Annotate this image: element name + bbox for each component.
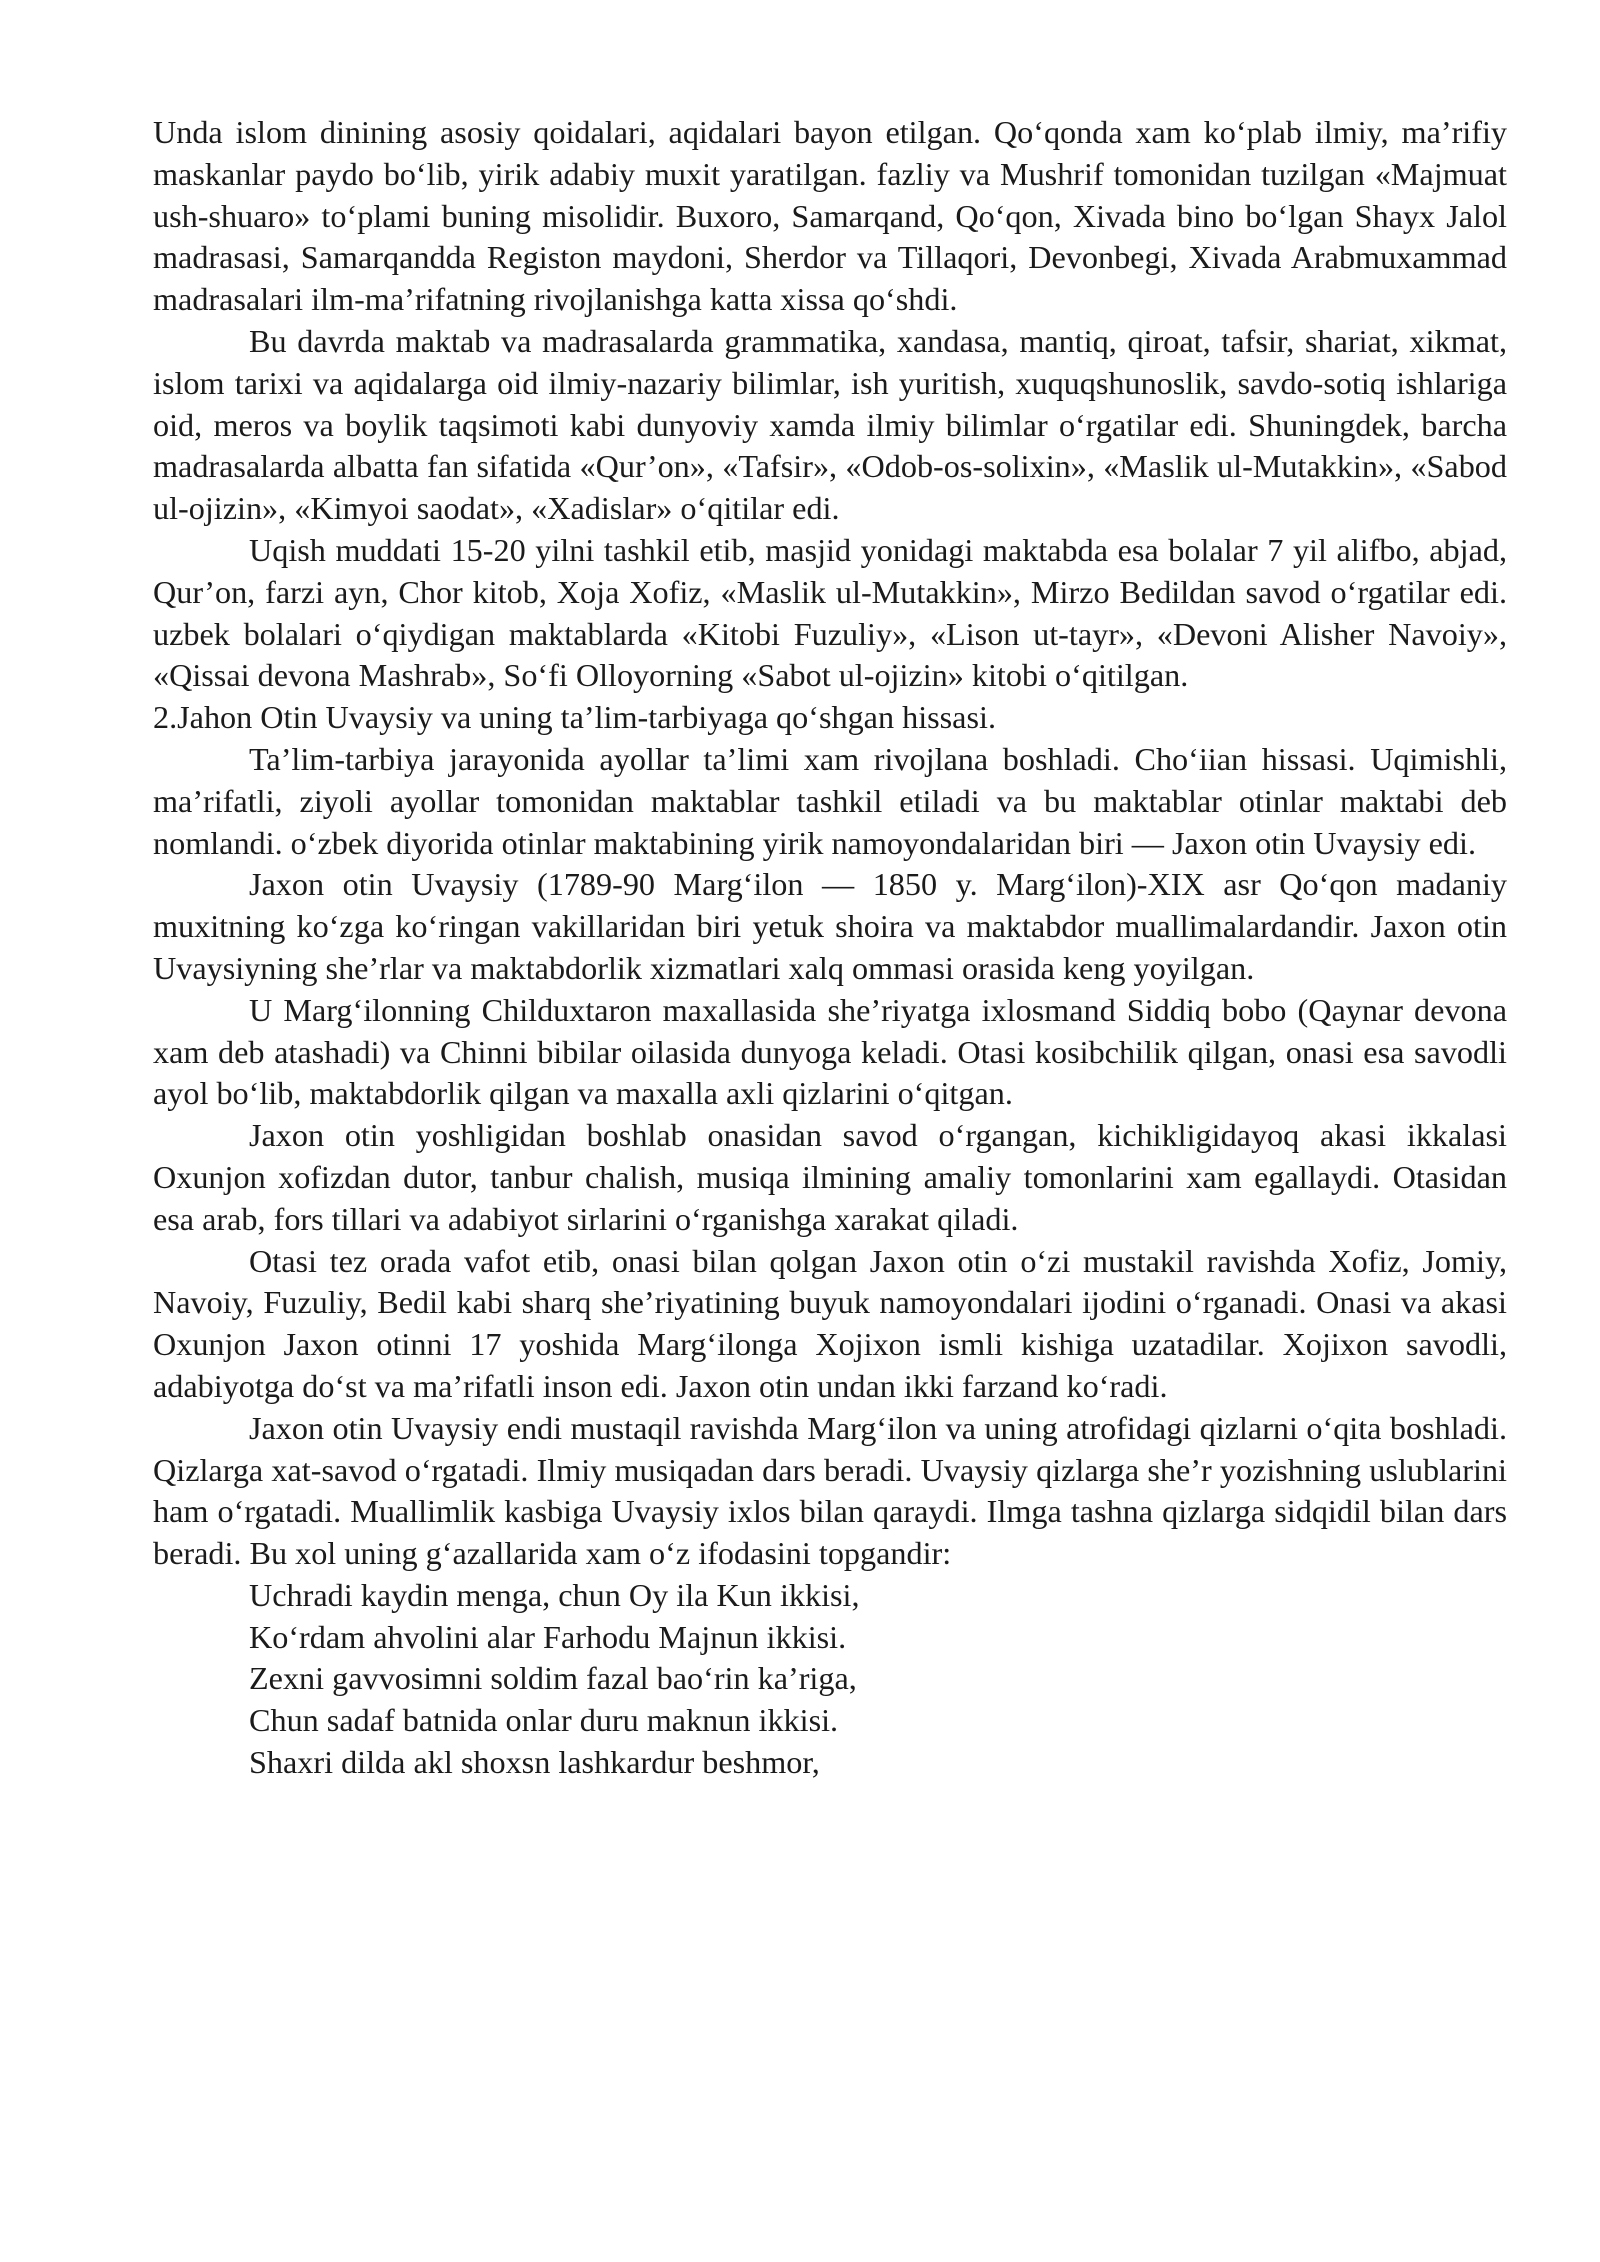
- verse-line: Zexni gavvosimni soldim fazal bao‘rin ka’riga,: [249, 1660, 857, 1697]
- paragraph-uqish-muddati: Uqish muddati 15-20 yilni tashkil etib, masjid yonidagi maktabda esa bolalar 7 yil alifbo, abjad, Qur’on, farzi ayn, Chor kitob, Xoja Xofiz, «Maslik ul-Mutakkin», Mirzo Bedildan savod o‘rgatilar edi. uzbek bolalari o‘qiydigan maktablarda «Kitobi Fuzuliy», «Lison ut-tayr», «Devoni Alisher Navoiy», «Qissai devona Mashrab», So‘fi Olloyorning «Sabot ul-ojizin» kitobi o‘qitilgan.: [153, 531, 1507, 694]
- section-heading: 2.Jahon Otin Uvaysiy va uning ta’lim-tarbiyaga qo‘shgan hissasi.: [153, 699, 996, 736]
- paragraph-otasi-vafoti: Otasi tez orada vafot etib, onasi bilan qolgan Jaxon otin o‘zi mustakil ravishda Xofiz, Jomiy, Navoiy, Fuzuliy, Bedil kabi sharq she’riyatining buyuk namoyondalari ijodini o‘rganadi. Onasi va akasi Oxunjon Jaxon otinni 17 yoshida Marg‘ilonga Xojixon ismli kishiga uzatadilar. Xojixon savodli, adabiyotga do‘st va ma’rifatli inson edi. Jaxon otin undan ikki farzand ko‘radi.: [153, 1242, 1507, 1404]
- verse-line: Shaxri dilda akl shoxsn lashkardur beshmor,: [249, 1744, 820, 1781]
- verse-block: [153, 1575, 1507, 1784]
- paragraph-childuxtaron: U Marg‘ilonning Childuxtaron maxallasida she’riyatga ixlosmand Siddiq bobo (Qaynar devona xam deb atashadi) va Chinni bibilar oilasida dunyoga keladi. Otasi kosibchilik qilgan, onasi esa savodli ayol bo‘lib, maktabdorlik qilgan va maxalla axli qizlarini o‘qitgan.: [153, 991, 1507, 1112]
- paragraph-madrasalar: Unda islom dinining asosiy qoidalari, aqidalari bayon etilgan. Qo‘qonda xam ko‘plab ilmiy, ma’rifiy maskanlar paydo bo‘lib, yirik adabiy muxit yaratilgan. fazliy va Mushrif tomonidan tuzilgan «Majmuat ush-shuaro» to‘plami buning misolidir. Buxoro, Samarqand, Qo‘qon, Xivada bino bo‘lgan Shayx Jalol madrasasi, Samarqandda Registon maydoni, Sherdor va Tillaqori, Devonbegi, Xivada Arabmuxammad madrasalari ilm-ma’rifatning rivojlanishga katta xissa qo‘shdi.: [153, 114, 1507, 318]
- paragraph-yoshligi: Jaxon otin yoshligidan boshlab onasidan savod o‘rgangan, kichikligidayoq akasi ikkalasi Oxunjon xofizdan dutor, tanbur chalish, musiqa ilmining amaliy tomonlarini xam egallaydi. Otasidan esa arab, fors tillari va adabiyot sirlarini o‘rganishga xarakat qiladi.: [153, 1117, 1507, 1237]
- paragraph-fanlar: Bu davrda maktab va madrasalarda grammatika, xandasa, mantiq, qiroat, tafsir, shariat, xikmat, islom tarixi va aqidalarga oid ilmiy-nazariy bilimlar, ish yuritish, xuquqshunoslik, savdo-sotiq ishlariga oid, meros va boylik taqsimoti kabi dunyoviy xamda ilmiy bilimlar o‘rgatilar edi. Shuningdek, barcha madrasalarda albatta fan sifatida «Qur’on», «Tafsir», «Odob-os-solixin», «Maslik ul-Mutakkin», «Sabod ul-ojizin», «Kimyoi saodat», «Xadislar» o‘qitilar edi.: [153, 322, 1507, 527]
- paragraph-uvaysiy-intro: Jaxon otin Uvaysiy (1789-90 Marg‘ilon — 1850 y. Marg‘ilon)-XIX asr Qo‘qon madaniy muxitning ko‘zga ko‘ringan vakillaridan biri yetuk shoira va maktabdor muallimalardandir. Jaxon otin Uvaysiyning she’rlar va maktabdorlik xizmatlari xalq ommasi orasida keng yoyilgan.: [153, 866, 1507, 986]
- verse-line: Chun sadaf batnida onlar duru maknun ikkisi.: [249, 1702, 839, 1739]
- verse-line: Ko‘rdam ahvolini alar Farhodu Majnun ikkisi.: [249, 1618, 847, 1655]
- paragraph-ayollar-talimi: Ta’lim-tarbiya jarayonida ayollar ta’limi xam rivojlana boshladi. Cho‘iian hissasi. Uqimishli, ma’rifatli, ziyoli ayollar tomonidan maktablar tashkil etiladi va bu maktablar otinlar maktabi deb nomlandi. o‘zbek diyorida otinlar maktabining yirik namoyondalaridan biri — Jaxon otin Uvaysiy edi.: [153, 740, 1507, 861]
- document-page: [153, 112, 1507, 1784]
- verse-line: Uchradi kaydin menga, chun Oy ila Kun ikkisi,: [249, 1576, 860, 1613]
- paragraph-muallimlik: Jaxon otin Uvaysiy endi mustaqil ravishda Marg‘ilon va uning atrofidagi qizlarni o‘qita boshladi. Qizlarga xat-savod o‘rgatadi. Ilmiy musiqadan dars beradi. Uvaysiy qizlarga she’r yozishning uslublarini ham o‘rgatadi. Muallimlik kasbiga Uvaysiy ixlos bilan qaraydi. Ilmga tashna qizlarga sidqidil bilan dars beradi. Bu xol uning g‘azallarida xam o‘z ifodasini topgandir:: [153, 1409, 1507, 1572]
